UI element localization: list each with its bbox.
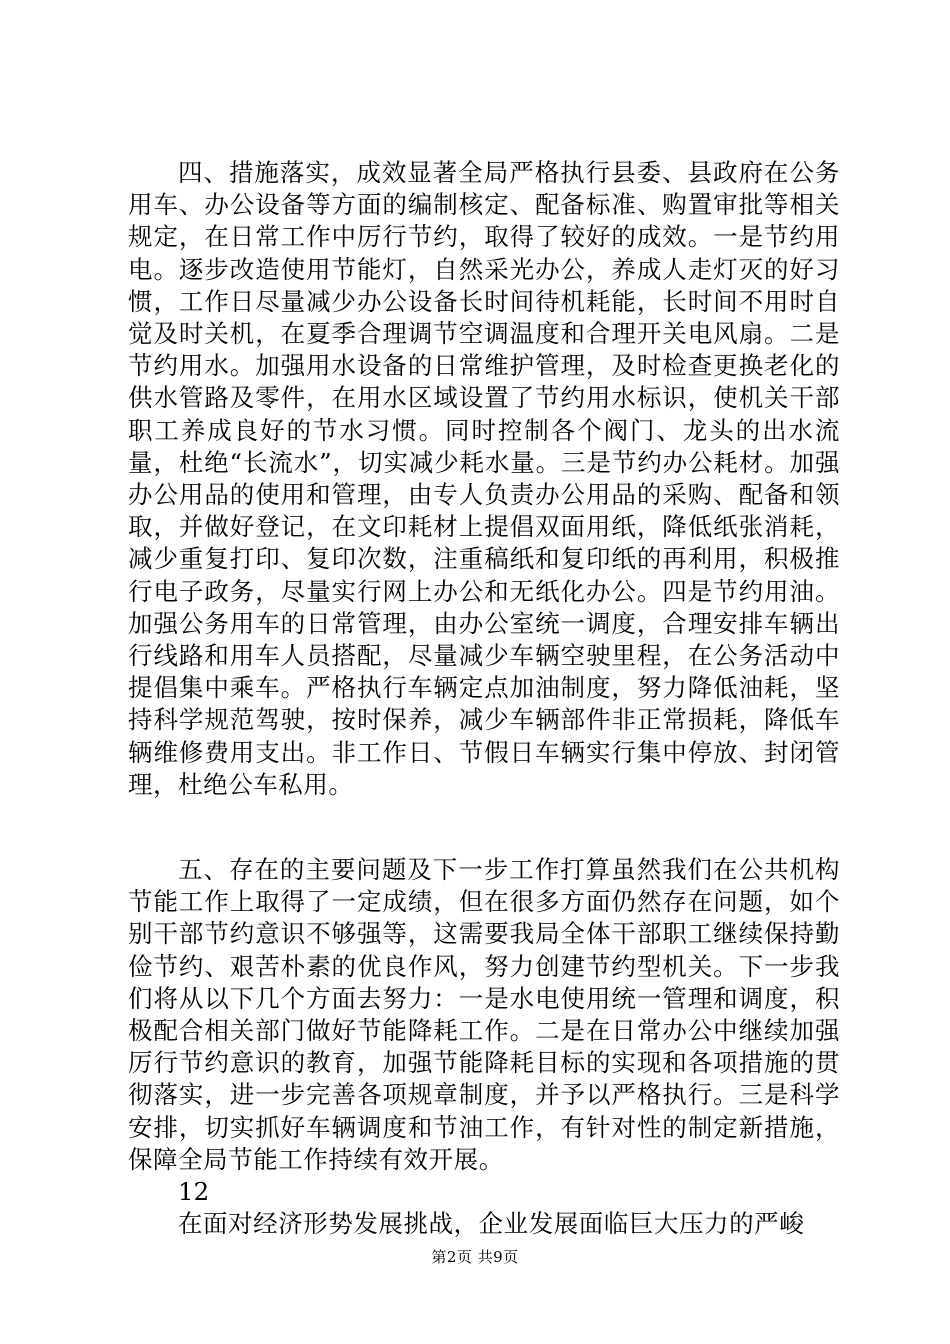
document-body — [128, 157, 840, 1241]
paragraph-continuation: 在面对经济形势发展挑战，企业发展面临巨大压力的严峻 — [178, 1209, 805, 1239]
section-number: 12 — [178, 1177, 210, 1207]
page-footer: 第2页 共9页 — [431, 1248, 519, 1266]
paragraph-measures: 四、措施落实，成效显著全局严格执行县委、县政府在公务用车、办公设备等方面的编制核定、配备标准、购置审批等相关规定，在日常工作中厉行节约，取得了较好的成效。一是节约用电。逐步改造使用节能灯，自然采光办公，养成人走灯灭的好习惯，工作日尽量减少办公设备长时间待机耗能，长时间不用时自觉及时关机，在夏季合理调节空调温度和合理开关电风扇。二是节约用水。加强用水设备的日常维护管理，及时检查更换老化的供水管路及零件，在用水区域设置了节约用水标识，使机关干部职工养成良好的节水习惯。同时控制各个阀门、龙头的出水流量，杜绝“长流水”，切实减少耗水量。三是节约办公耗材。加强办公用品的使用和管理，由专人负责办公用品的采购、配备和领取，并做好登记，在文印耗材上提倡双面用纸，降低纸张消耗，减少重复打印、复印次数，注重稿纸和复印纸的再利用，积极推行电子政务，尽量实行网上办公和无纸化办公。四是节约用油。加强公务用车的日常管理，由办公室统一调度，合理安排车辆出行线路和用车人员搭配，尽量减少车辆空驶里程，在公务活动中提倡集中乘车。严格执行车辆定点加油制度，努力降低油耗，坚持科学规范驾驶，按时保养，减少车辆部件非正常损耗，降低车辆维修费用支出。非工作日、节假日车辆实行集中停放、封闭管理，杜绝公车私用。 — [128, 158, 840, 799]
paragraph-spacer — [128, 801, 840, 854]
paragraph-problems: 五、存在的主要问题及下一步工作打算虽然我们在公共机构节能工作上取得了一定成绩，但在很多方面仍然存在问题，如个别干部节约意识不够强等，这需要我局全体干部职工继续保持勤俭节约、艰苦朴素的优良作风，努力创建节约型机关。下一步我们将从以下几个方面去努力：一是水电使用统一管理和调度，积极配合相关部门做好节能降耗工作。二是在日常办公中继续加强厉行节约意识的教育，加强节能降耗目标的实现和各项措施的贯彻落实，进一步完善各项规章制度，并予以严格执行。三是科学安排，切实抓好车辆调度和节油工作，有针对性的制定新措施，保障全局节能工作持续有效开展。 — [128, 855, 840, 1174]
